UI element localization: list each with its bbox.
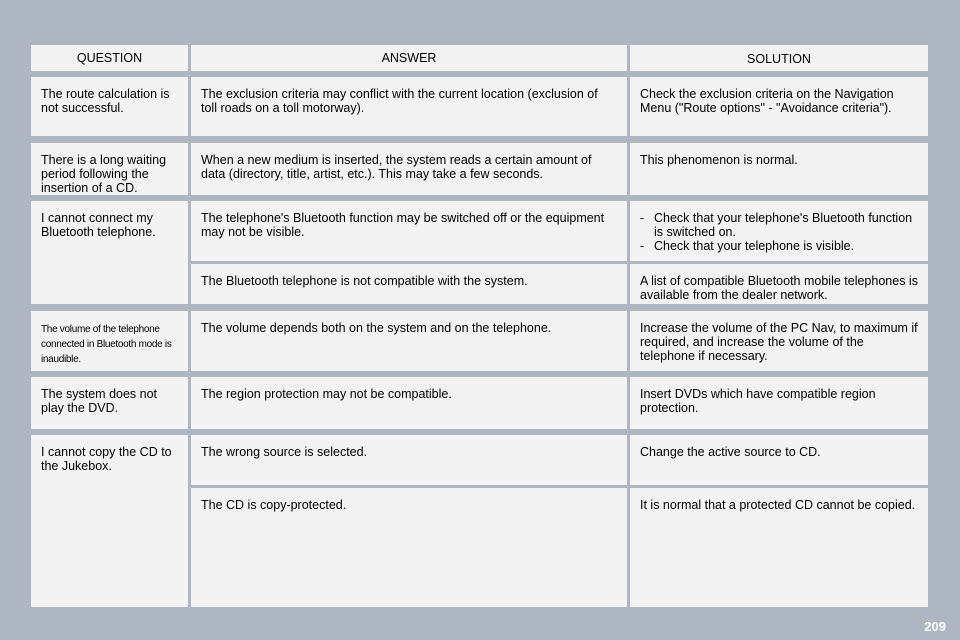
question-cell <box>31 435 188 607</box>
solution-text: This phenomenon is normal. <box>640 153 798 167</box>
solution-bullet <box>640 239 918 253</box>
answer-text: The exclusion criteria may conflict with the current location (exclusion of toll roads on a toll motorway). <box>201 87 598 115</box>
answer-text: The volume depends both on the system and on the telephone. <box>201 321 552 335</box>
answer-cell <box>191 143 627 195</box>
solution-cell <box>630 488 928 607</box>
solution-cell <box>630 264 928 304</box>
solution-text: Insert DVDs which have compatible region protection. <box>640 387 876 415</box>
solution-bullet-text: Check that your telephone's Bluetooth function is switched on. <box>654 211 913 239</box>
solution-cell <box>630 201 928 261</box>
solution-text: It is normal that a protected CD cannot be copied. <box>640 498 916 512</box>
answer-text: The Bluetooth telephone is not compatible with the system. <box>201 274 528 288</box>
question-text: There is a long waiting period following the insertion of a CD. <box>41 153 167 195</box>
answer-text: The telephone's Bluetooth function may be switched off or the equipment may not be visible. <box>201 211 605 239</box>
question-text: The volume of the telephone connected in Bluetooth mode is inaudible. <box>41 324 172 365</box>
answer-cell <box>191 488 627 607</box>
question-cell <box>31 77 188 136</box>
question-text: I cannot copy the CD to the Jukebox. <box>41 445 172 473</box>
question-text: The system does not play the DVD. <box>41 387 158 415</box>
solution-cell <box>630 77 928 136</box>
solution-cell <box>630 311 928 371</box>
answer-cell <box>191 264 627 304</box>
question-cell <box>31 201 188 304</box>
header-question: QUESTION <box>31 45 188 71</box>
header-answer: ANSWER <box>191 45 627 71</box>
bullet-dash: - <box>640 239 645 253</box>
solution-bullet <box>640 211 918 239</box>
question-cell <box>31 143 188 195</box>
question-text: I cannot connect my Bluetooth telephone. <box>41 211 156 239</box>
question-cell <box>31 311 188 371</box>
bullet-dash: - <box>640 211 645 225</box>
solution-cell <box>630 143 928 195</box>
page-number: 209 <box>924 619 946 634</box>
solution-bullet-text: Check that your telephone is visible. <box>654 239 855 253</box>
answer-text: When a new medium is inserted, the system reads a certain amount of data (directory, title, artist, etc.). This may take a few seconds. <box>201 153 592 181</box>
solution-cell <box>630 435 928 485</box>
answer-cell <box>191 201 627 261</box>
answer-cell <box>191 377 627 429</box>
answer-cell <box>191 77 627 136</box>
answer-text: The wrong source is selected. <box>201 445 368 459</box>
answer-cell <box>191 311 627 371</box>
solution-text: A list of compatible Bluetooth mobile telephones is available from the dealer network. <box>640 274 918 302</box>
solution-text: Check the exclusion criteria on the Navigation Menu ("Route options" - "Avoidance criteria"). <box>640 87 894 115</box>
solution-cell <box>630 377 928 429</box>
answer-text: The region protection may not be compatible. <box>201 387 452 401</box>
answer-text: The CD is copy-protected. <box>201 498 347 512</box>
question-cell <box>31 377 188 429</box>
answer-cell <box>191 435 627 485</box>
header-solution: SOLUTION <box>630 45 928 71</box>
solution-text: Increase the volume of the PC Nav, to maximum if required, and increase the volume of the telephone if necessary. <box>640 321 918 363</box>
solution-text: Change the active source to CD. <box>640 445 821 459</box>
question-text: The route calculation is not successful. <box>41 87 170 115</box>
